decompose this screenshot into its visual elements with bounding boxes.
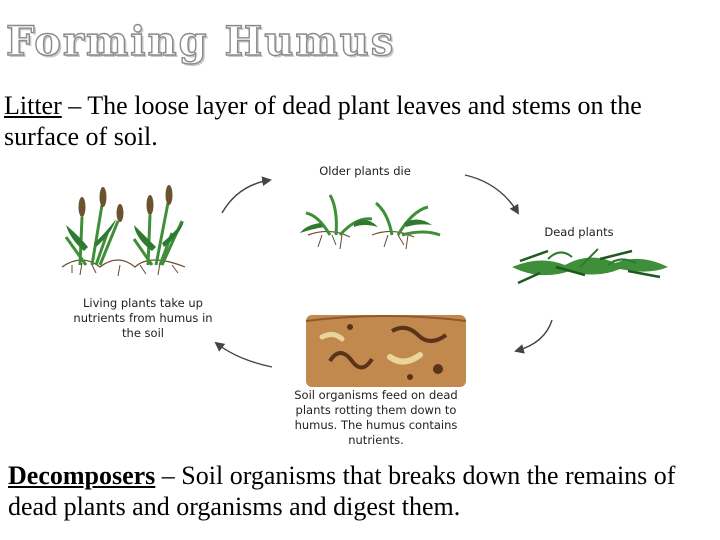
litter-definition-text: – The loose layer of dead plant leaves and stems on the surface of soil. — [4, 91, 642, 151]
dead-leaves-icon — [512, 249, 668, 283]
dying-plant-icon — [300, 195, 440, 249]
living-plants-caption: Living plants take up nutrients from humus in the soil — [73, 296, 213, 340]
older-plants-caption: Older plants die — [319, 164, 411, 178]
cycle-arrow-older-to-dead — [465, 175, 518, 213]
decomposers-term: Decomposers — [8, 461, 156, 490]
wheat-plant-icon — [62, 185, 185, 276]
decomposers-definition-text: – Soil organisms that breaks down the remains of dead plants and organisms and digest them. — [8, 461, 676, 521]
cycle-arrow-soil-to-living — [216, 343, 272, 367]
litter-term: Litter — [4, 91, 62, 120]
soil-organisms-caption: Soil organisms feed on dead plants rotting them down to humus. The humus contains nutrients. — [294, 388, 458, 447]
page-title: Forming Humus — [6, 18, 396, 65]
cycle-arrow-dead-to-soil — [516, 320, 552, 351]
litter-definition — [4, 90, 716, 152]
decomposers-definition — [8, 460, 716, 522]
soil-worms-icon — [306, 315, 466, 387]
cycle-arrow-living-to-older — [222, 180, 270, 213]
dead-plants-caption: Dead plants — [544, 225, 614, 239]
